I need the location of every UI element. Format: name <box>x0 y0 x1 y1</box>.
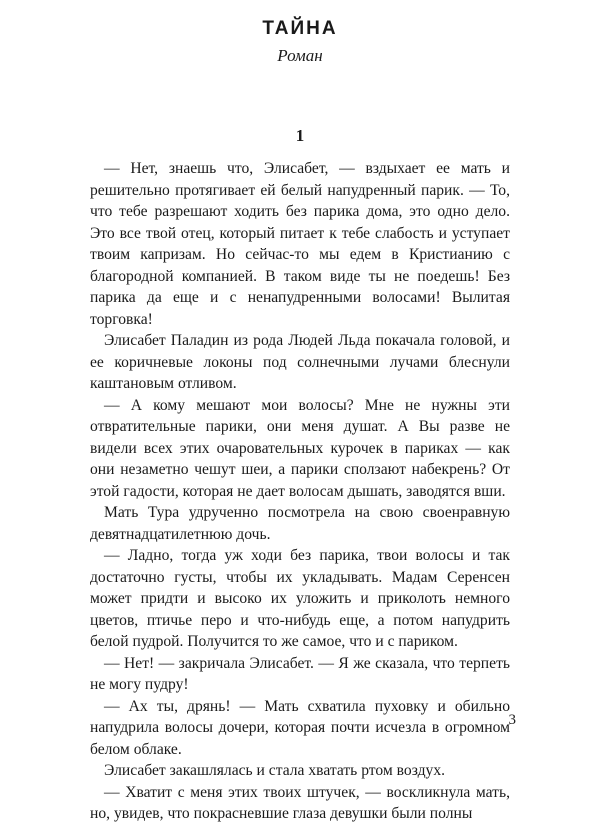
paragraph: Элисабет закашлялась и стала хватать ртом воздух. <box>104 762 446 779</box>
body-text <box>90 158 510 825</box>
paragraph: — Ладно, тогда уж ходи без парика, твои волосы и так достаточно густы, чтобы их укладывать. Мадам Серенсен может придти и высоко их уложить и приколоть немного цветов, птичье перо и что-нибудь еще, а потом напудрить белой пудрой. Получится то же самое, что и с париком. <box>90 547 510 650</box>
book-subtitle: Роман <box>277 46 323 65</box>
paragraph: — Хватит с меня этих твоих штучек, — воскликнула мать, но, увидев, что покрасневшие глаза девушки были полны <box>90 783 510 822</box>
paragraph: — Ах ты, дрянь! — Мать схватила пуховку и обильно напудрила волосы дочери, которая почти исчезла в огромном белом облаке. <box>90 697 510 758</box>
paragraph: — Нет! — закричала Элисабет. — Я же сказала, что терпеть не могу пудру! <box>90 654 510 693</box>
paragraph: Элисабет Паладин из рода Людей Льда покачала головой, и ее коричневые локоны под солнечными лучами блеснули каштановым отливом. <box>90 332 510 392</box>
paragraph: — А кому мешают мои волосы? Мне не нужны эти отвратительные парики, они меня душат. А Вы разве не видели всех этих очаровательных курочек в париках — как они незаметно чешут шеи, а парики сползают набекрень? От этой гадости, которая не дает волосам дышать, заводятся вши. <box>90 396 510 500</box>
chapter-number: 1 <box>295 126 305 145</box>
paragraph: — Нет, знаешь что, Элисабет, — вздыхает ее мать и решительно протягивает ей белый напудренный парик. — То, что тебе разрешают ходить без парика дома, это одно дело. Это все твой отец, который питает к тебе слабость и уступает твоим капризам. Но сейчас-то мы едем в Кристианию с благородной компанией. В таком виде ты не поедешь! Без парика да еще и с ненапудренными волосами! Вылитая торговка! <box>90 160 510 328</box>
book-title: ТАЙНА <box>262 18 338 39</box>
paragraph: Мать Тура удрученно посмотрела на свою своенравную девятнадцатилетнюю дочь. <box>90 504 510 543</box>
page-number: 3 <box>508 712 516 728</box>
